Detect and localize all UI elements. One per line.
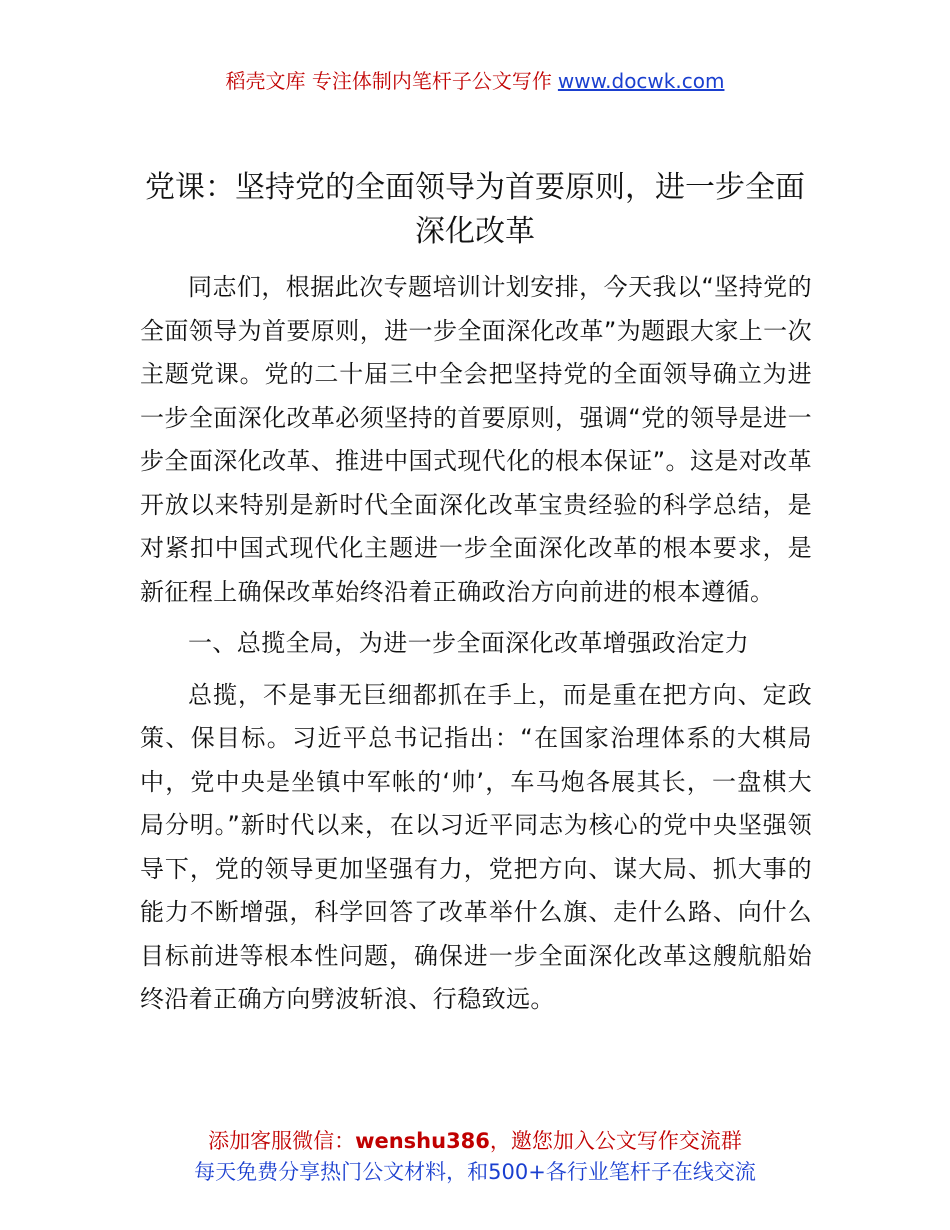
page-footer [0, 1126, 950, 1188]
site-link[interactable]: www.docwk.com [557, 69, 725, 93]
page-header [0, 66, 950, 96]
footer-wechat-line [0, 1126, 950, 1157]
brand-text: 稻壳文库 专注体制内笔杆子公文写作 [225, 69, 552, 93]
footer-wechat-prefix: 添加客服微信： [208, 1129, 356, 1153]
section-heading: 一、总揽全局，为进一步全面深化改革增强政治定力 [188, 629, 750, 657]
footer-share-line: 每天免费分享热门公文材料，和500+各行业笔杆子在线交流 [194, 1160, 756, 1184]
document-title: 党课：坚持党的全面领导为首要原则，进一步全面深化改革 [145, 170, 805, 249]
footer-wechat-suffix: ，邀您加入公文写作交流群 [489, 1129, 742, 1153]
section-paragraph: 总揽，不是事无巨细都抓在手上，而是重在把方向、定政策、保目标。习近平总书记指出：“在国家治理体系的大棋局中，党中央是坐镇中军帐的‘帅’，车马炮各展其长，一盘棋大局分明。”新时代以来，在以习近平同志为核心的党中央坚强领导下，党的领导更加坚强有力，党把方向、谋大局、抓大事的能力不断增强，科学回答了改革举什么旗、走什么路、向什么目标前进等根本性问题，确保进一步全面深化改革这艘航船始终沿着正确方向劈波斩浪、行稳致远。 [140, 680, 812, 1013]
wechat-id: wenshu386 [355, 1129, 490, 1153]
intro-paragraph: 同志们，根据此次专题培训计划安排，今天我以“坚持党的全面领导为首要原则，进一步全面深化改革”为题跟大家上一次主题党课。党的二十届三中全会把坚持党的全面领导确立为进一步全面深化改革必须坚持的首要原则，强调“党的领导是进一步全面深化改革、推进中国式现代化的根本保证”。这是对改革开放以来特别是新时代全面深化改革宝贵经验的科学总结，是对紧扣中国式现代化主题进一步全面深化改革的根本要求，是新征程上确保改革始终沿着正确政治方向前进的根本遵循。 [140, 273, 812, 606]
document-body [140, 266, 812, 1022]
